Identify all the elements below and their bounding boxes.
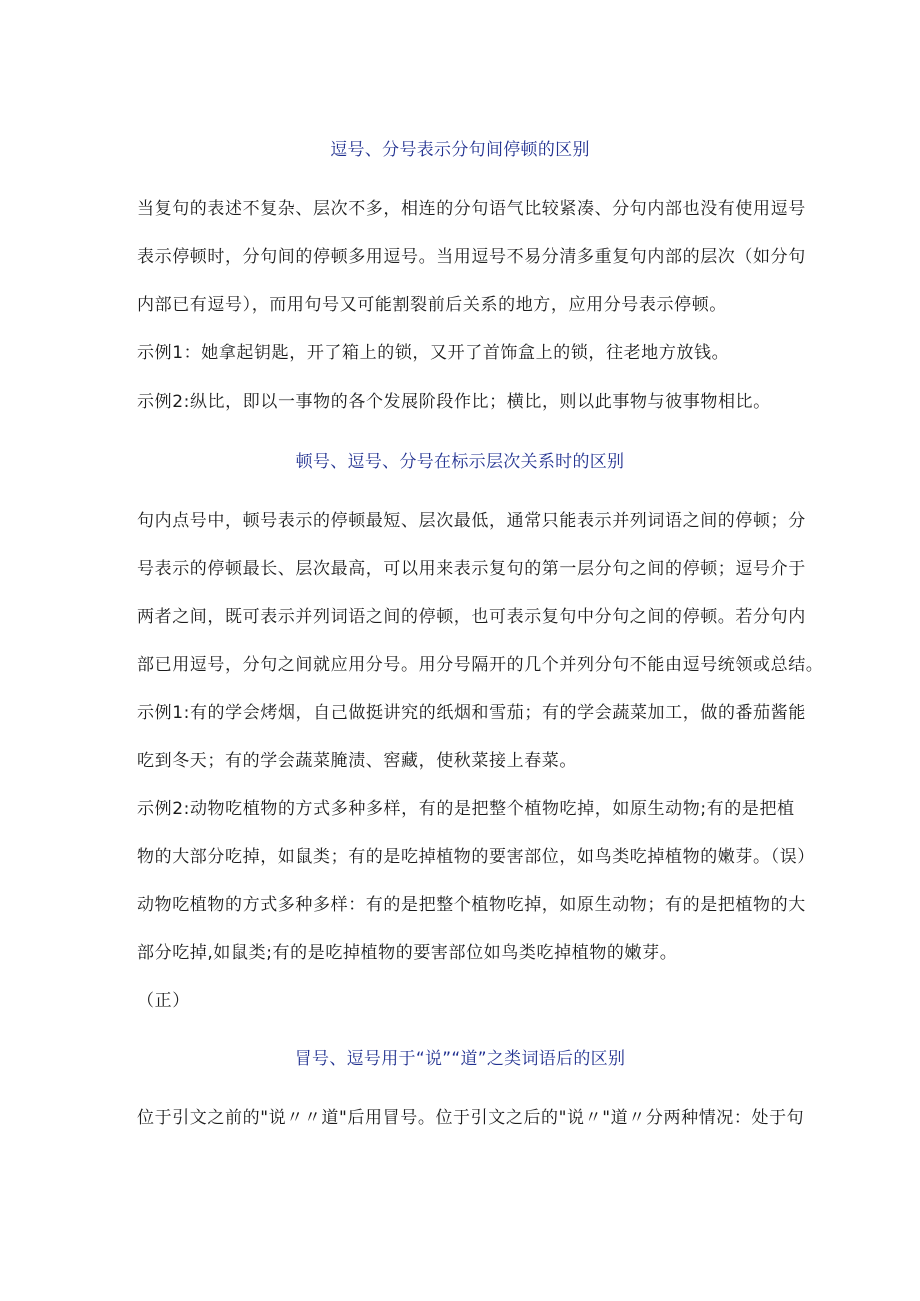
example-line: 示例2:动物吃植物的方式多种多样，有的是把整个植物吃掉，如原生动物;有的是把植 <box>137 799 795 819</box>
section-heading: 冒号、逗号用于“说”“道”之类词语后的区别 <box>294 1049 626 1069</box>
example-line: 示例1：她拿起钥匙，开了箱上的锁，又开了首饰盒上的锁，往老地方放钱。 <box>137 343 730 363</box>
example-line: 示例2:纵比，即以一事物的各个发展阶段作比；横比，则以此事物与彼事物相比。 <box>137 392 771 412</box>
example-line: 部分吃掉,如鼠类;有的是吃掉植物的要害部位如鸟类吃掉植物的嫩芽。 <box>137 943 678 963</box>
example-line: 示例1:有的学会烤烟，自己做挺讲究的纸烟和雪茄；有的学会蔬菜加工，做的番茄酱能 <box>137 703 806 723</box>
paragraph-line: 当复句的表述不复杂、层次不多，相连的分句语气比较紧凑、分句内部也没有使用逗号 <box>137 199 806 219</box>
example-line: 动物吃植物的方式多种多样：有的是把整个植物吃掉，如原生动物；有的是把植物的大 <box>137 895 806 915</box>
paragraph-line: 内部已有逗号），而用句号又可能割裂前后关系的地方，应用分号表示停顿。 <box>137 295 727 315</box>
paragraph-line: 句内点号中，顿号表示的停顿最短、层次最低，通常只能表示并列词语之间的停顿；分 <box>137 511 806 531</box>
example-line: 吃到冬天；有的学会蔬菜腌渍、窖藏，使秋菜接上春菜。 <box>137 751 577 771</box>
section-heading: 顿号、逗号、分号在标示层次关系时的区别 <box>295 452 625 472</box>
paragraph-line: 表示停顿时，分句间的停顿多用逗号。当用逗号不易分清多重复句内部的层次（如分句 <box>137 247 806 267</box>
paragraph-line: 两者之间，既可表示并列词语之间的停顿，也可表示复句中分句之间的停顿。若分句内 <box>137 607 806 627</box>
paragraph-line: 号表示的停顿最长、层次最高，可以用来表示复句的第一层分句之间的停顿；逗号介于 <box>137 559 806 579</box>
paragraph-line: 位于引文之前的"说〃〃道"后用冒号。位于引文之后的"说〃"道〃分两种情况：处于句 <box>137 1108 805 1128</box>
example-line: （正） <box>137 991 190 1011</box>
paragraph-line: 部已用逗号，分句之间就应用分号。用分号隔开的几个并列分句不能由逗号统领或总结。 <box>137 655 824 675</box>
example-line: 物的大部分吃掉，如鼠类；有的是吃掉植物的要害部位，如鸟类吃掉植物的嫩芽。（误） <box>137 847 815 867</box>
section-heading: 逗号、分号表示分句间停顿的区别 <box>330 140 590 160</box>
